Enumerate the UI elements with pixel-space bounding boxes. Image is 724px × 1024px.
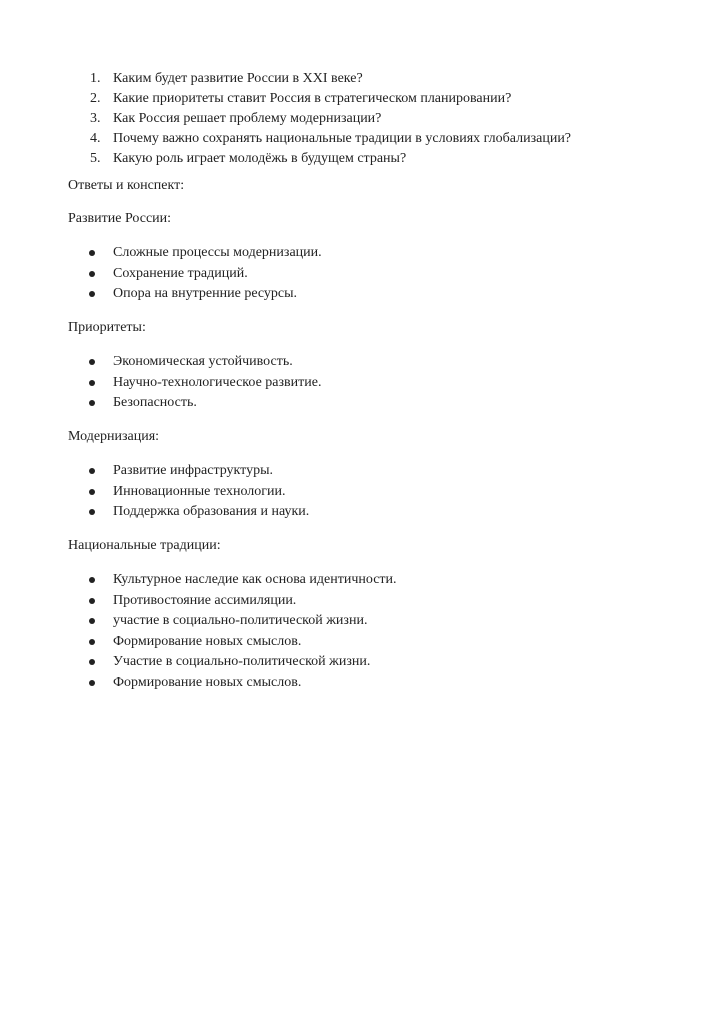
- question-text: Как Россия решает проблему модернизации?: [113, 111, 382, 126]
- section-bullet-list: [68, 461, 309, 523]
- section-heading: Национальные традиции:: [68, 538, 221, 553]
- question-number: 2.: [90, 91, 101, 106]
- question-number: 1.: [90, 71, 101, 86]
- list-item: [68, 570, 397, 591]
- list-item: [68, 352, 321, 373]
- bullet-icon: [89, 598, 95, 604]
- list-item: [68, 611, 397, 632]
- section-bullet-list: [68, 243, 322, 305]
- list-item-text: Участие в социально-политической жизни.: [113, 654, 371, 669]
- list-item-text: Безопасность.: [113, 395, 197, 410]
- list-item-text: Формирование новых смыслов.: [113, 674, 302, 690]
- bullet-icon: [89, 618, 95, 624]
- question-text: Почему важно сохранять национальные традиции в условиях глобализации?: [113, 131, 572, 146]
- bullet-icon: [89, 380, 95, 386]
- list-item: [68, 243, 322, 264]
- section-heading: Модернизация:: [68, 429, 160, 444]
- bullet-icon: [89, 271, 95, 277]
- question-number: 5.: [90, 151, 101, 166]
- bullet-icon: [89, 577, 95, 583]
- list-item-text: Развитие инфраструктуры.: [113, 463, 274, 478]
- question-item: [68, 109, 571, 129]
- bullet-icon: [89, 359, 95, 365]
- list-item-text: Культурное наследие как основа идентичности.: [113, 572, 397, 587]
- list-item: [68, 502, 309, 523]
- section-heading: Развитие России:: [68, 211, 172, 226]
- question-text: Какие приоритеты ставит Россия в стратегическом планировании?: [113, 91, 512, 106]
- list-item-text: Научно-технологическое развитие.: [113, 374, 322, 390]
- section-bullet-list: [68, 352, 321, 414]
- question-item: [68, 89, 571, 109]
- list-item-text: Поддержка образования и науки.: [113, 504, 310, 519]
- questions-list: [68, 69, 571, 169]
- list-item: [68, 461, 309, 482]
- bullet-icon: [89, 400, 95, 406]
- question-number: 4.: [90, 131, 101, 146]
- bullet-icon: [89, 659, 95, 665]
- list-item: [68, 373, 321, 394]
- bullet-icon: [89, 489, 95, 495]
- section-heading: Приоритеты:: [68, 320, 146, 335]
- list-item-text: Инновационные технологии.: [113, 483, 286, 499]
- answers-heading: Ответы и конспект:: [68, 178, 185, 193]
- question-item: [68, 69, 571, 89]
- question-item: [68, 129, 571, 149]
- list-item: [68, 632, 397, 653]
- list-item: [68, 673, 397, 694]
- list-item: [68, 264, 322, 285]
- list-item-text: Опора на внутренние ресурсы.: [113, 286, 298, 301]
- question-item: [68, 149, 571, 169]
- list-item: [68, 652, 397, 673]
- list-item-text: Противостояние ассимиляции.: [113, 592, 297, 608]
- bullet-icon: [89, 509, 95, 515]
- section-bullet-list: [68, 570, 397, 693]
- list-item: [68, 591, 397, 612]
- list-item-text: Экономическая устойчивость.: [113, 354, 293, 369]
- list-item-text: Формирование новых смыслов.: [113, 633, 302, 649]
- bullet-icon: [89, 680, 95, 686]
- list-item-text: Сохранение традиций.: [113, 265, 248, 281]
- list-item-text: Сложные процессы модернизации.: [113, 245, 322, 260]
- question-number: 3.: [90, 111, 101, 126]
- bullet-icon: [89, 639, 95, 645]
- list-item: [68, 393, 321, 414]
- question-text: Какую роль играет молодёжь в будущем страны?: [113, 151, 407, 166]
- list-item: [68, 482, 309, 503]
- bullet-icon: [89, 250, 95, 256]
- question-text: Каким будет развитие России в XXI веке?: [113, 71, 363, 86]
- bullet-icon: [89, 468, 95, 474]
- bullet-icon: [89, 291, 95, 297]
- list-item-text: участие в социально-политической жизни.: [113, 613, 368, 628]
- list-item: [68, 284, 322, 305]
